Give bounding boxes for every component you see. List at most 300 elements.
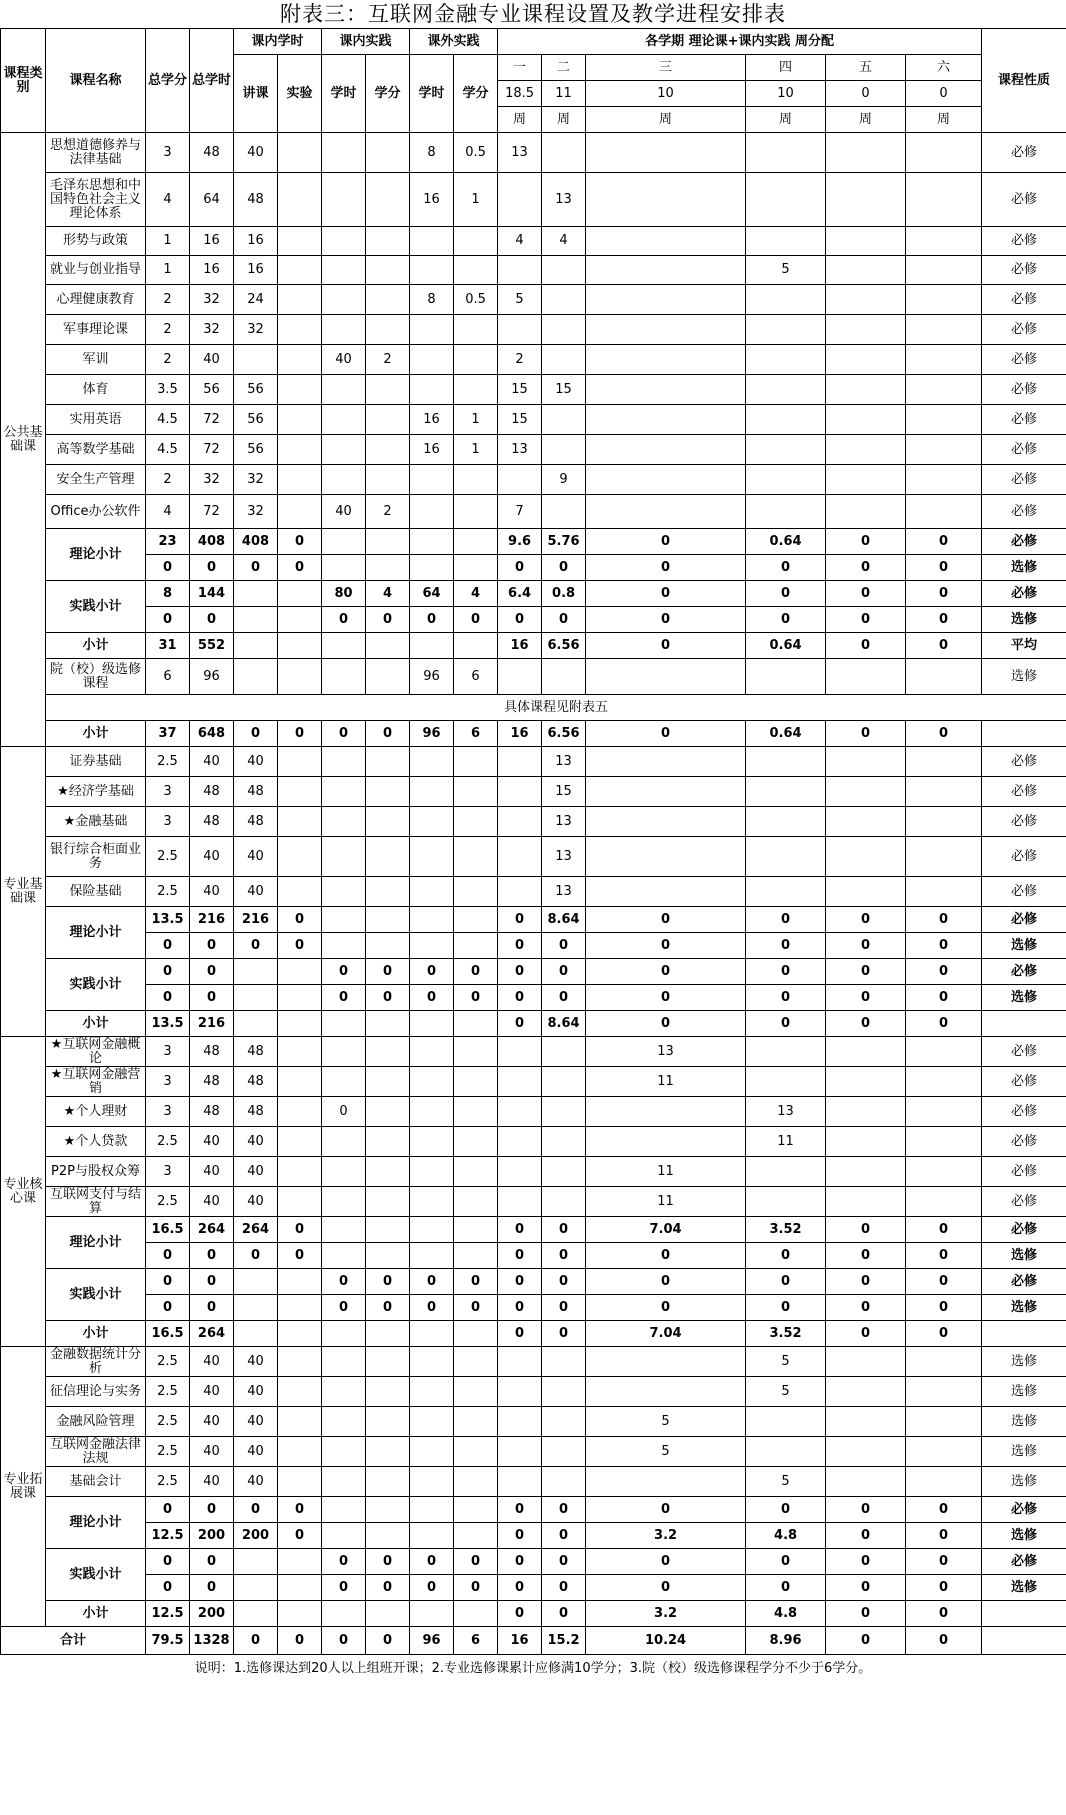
- table-row: [1, 1187, 1066, 1217]
- value-cell: 12.5: [146, 1523, 190, 1549]
- value-cell: [278, 173, 322, 227]
- table-row: [1, 877, 1066, 907]
- course-name: 实用英语: [46, 405, 146, 435]
- value-cell: 0: [146, 1549, 190, 1575]
- value-cell: 2.5: [146, 877, 190, 907]
- value-cell: 0: [586, 1497, 746, 1523]
- value-cell: 0: [746, 1011, 826, 1037]
- value-cell: 2.5: [146, 837, 190, 877]
- value-cell: 0: [746, 581, 826, 607]
- value-cell: 8: [410, 133, 454, 173]
- value-cell: [410, 1187, 454, 1217]
- value-cell: [410, 1497, 454, 1523]
- value-cell: [826, 1437, 906, 1467]
- value-cell: 0: [906, 1523, 982, 1549]
- value-cell: 必修: [982, 285, 1066, 315]
- course-name: 保险基础: [46, 877, 146, 907]
- value-cell: [746, 1157, 826, 1187]
- value-cell: [454, 1377, 498, 1407]
- value-cell: [410, 777, 454, 807]
- value-cell: [278, 345, 322, 375]
- value-cell: [366, 907, 410, 933]
- value-cell: 0: [498, 907, 542, 933]
- value-cell: [586, 1097, 746, 1127]
- value-cell: [826, 173, 906, 227]
- value-cell: 0: [366, 1269, 410, 1295]
- value-cell: [278, 227, 322, 256]
- course-name: 互联网支付与结算: [46, 1187, 146, 1217]
- value-cell: [542, 495, 586, 529]
- value-cell: [322, 633, 366, 659]
- value-cell: 8.64: [542, 1011, 586, 1037]
- value-cell: 4.5: [146, 435, 190, 465]
- table-row: [1, 173, 1066, 227]
- value-cell: [454, 1467, 498, 1497]
- subtotal-row: [1, 959, 1066, 985]
- value-cell: 16.5: [146, 1217, 190, 1243]
- value-cell: 0: [906, 985, 982, 1011]
- value-cell: 13: [498, 435, 542, 465]
- value-cell: 32: [234, 465, 278, 495]
- value-cell: [366, 1601, 410, 1627]
- value-cell: [278, 1037, 322, 1067]
- value-cell: 7.04: [586, 1321, 746, 1347]
- value-cell: 12.5: [146, 1601, 190, 1627]
- table-row: [1, 1347, 1066, 1377]
- value-cell: [826, 1187, 906, 1217]
- value-cell: 6: [146, 659, 190, 695]
- value-cell: 13: [586, 1037, 746, 1067]
- value-cell: [410, 1467, 454, 1497]
- value-cell: [322, 1217, 366, 1243]
- table-row: [1, 807, 1066, 837]
- value-cell: [410, 877, 454, 907]
- value-cell: [322, 529, 366, 555]
- value-cell: [234, 659, 278, 695]
- value-cell: [322, 173, 366, 227]
- value-cell: [366, 1377, 410, 1407]
- subtotal-row: [1, 607, 1066, 633]
- value-cell: [586, 747, 746, 777]
- table-row: [1, 1467, 1066, 1497]
- value-cell: [234, 959, 278, 985]
- value-cell: [906, 747, 982, 777]
- value-cell: [906, 405, 982, 435]
- value-cell: 40: [190, 1127, 234, 1157]
- value-cell: [586, 777, 746, 807]
- value-cell: 48: [190, 133, 234, 173]
- value-cell: [746, 747, 826, 777]
- page-title: 附表三：互联网金融专业课程设置及教学进程安排表: [280, 2, 786, 26]
- value-cell: 5.76: [542, 529, 586, 555]
- value-cell: 552: [190, 633, 234, 659]
- subtotal-row: [1, 1217, 1066, 1243]
- value-cell: [542, 405, 586, 435]
- value-cell: [278, 1549, 322, 1575]
- value-cell: 0: [746, 985, 826, 1011]
- value-cell: [234, 1575, 278, 1601]
- value-cell: 0: [542, 1601, 586, 1627]
- table-header: [1, 29, 1066, 133]
- subtotal-label: 小计: [46, 633, 146, 659]
- table-row: [1, 1157, 1066, 1187]
- value-cell: 40: [234, 1347, 278, 1377]
- value-cell: [278, 877, 322, 907]
- value-cell: 0: [190, 1269, 234, 1295]
- value-cell: [454, 1037, 498, 1067]
- value-cell: [906, 837, 982, 877]
- value-cell: 3.52: [746, 1217, 826, 1243]
- value-cell: [410, 1377, 454, 1407]
- value-cell: [278, 1067, 322, 1097]
- value-cell: [542, 345, 586, 375]
- value-cell: [542, 315, 586, 345]
- value-cell: 必修: [982, 1127, 1066, 1157]
- value-cell: [454, 837, 498, 877]
- subtotal-label: 理论小计: [46, 529, 146, 581]
- value-cell: 16: [410, 173, 454, 227]
- value-cell: [586, 285, 746, 315]
- value-cell: [454, 315, 498, 345]
- value-cell: 0: [234, 1497, 278, 1523]
- value-cell: [746, 495, 826, 529]
- value-cell: 48: [234, 173, 278, 227]
- value-cell: 0: [542, 959, 586, 985]
- value-cell: 0: [410, 607, 454, 633]
- value-cell: 0: [146, 555, 190, 581]
- category-cell: 公共基础课: [1, 133, 46, 747]
- course-name: 院（校）级选修课程: [46, 659, 146, 695]
- value-cell: [410, 465, 454, 495]
- subtotal-row: [1, 1497, 1066, 1523]
- value-cell: 264: [234, 1217, 278, 1243]
- appendix-note: 具体课程见附表五: [46, 695, 1066, 721]
- value-cell: [410, 1347, 454, 1377]
- value-cell: 必修: [982, 435, 1066, 465]
- value-cell: [982, 1601, 1066, 1627]
- value-cell: [746, 659, 826, 695]
- value-cell: [746, 315, 826, 345]
- value-cell: 16: [234, 256, 278, 285]
- value-cell: [322, 1467, 366, 1497]
- value-cell: 0: [746, 607, 826, 633]
- value-cell: 0: [498, 959, 542, 985]
- value-cell: 0: [146, 1497, 190, 1523]
- course-name: P2P与股权众筹: [46, 1157, 146, 1187]
- value-cell: [542, 1187, 586, 1217]
- value-cell: 0: [366, 607, 410, 633]
- value-cell: 0: [498, 1243, 542, 1269]
- value-cell: [826, 256, 906, 285]
- category-cell: 专业拓展课: [1, 1347, 46, 1627]
- subtotal-label: 实践小计: [46, 1269, 146, 1321]
- value-cell: [746, 1437, 826, 1467]
- value-cell: 0: [278, 1497, 322, 1523]
- value-cell: [906, 227, 982, 256]
- value-cell: [454, 555, 498, 581]
- value-cell: 0: [498, 555, 542, 581]
- value-cell: [498, 1437, 542, 1467]
- value-cell: [906, 877, 982, 907]
- course-name: 金融数据统计分析: [46, 1347, 146, 1377]
- value-cell: [410, 1601, 454, 1627]
- value-cell: 144: [190, 581, 234, 607]
- value-cell: 0: [190, 1549, 234, 1575]
- value-cell: [278, 1157, 322, 1187]
- value-cell: 0: [586, 933, 746, 959]
- value-cell: 0: [826, 529, 906, 555]
- value-cell: [586, 1127, 746, 1157]
- value-cell: [906, 256, 982, 285]
- value-cell: 0: [190, 607, 234, 633]
- value-cell: [322, 659, 366, 695]
- value-cell: [322, 1157, 366, 1187]
- value-cell: 必修: [982, 375, 1066, 405]
- table-row: [1, 837, 1066, 877]
- value-cell: 15: [542, 777, 586, 807]
- value-cell: [826, 1377, 906, 1407]
- value-cell: [278, 807, 322, 837]
- value-cell: [826, 1157, 906, 1187]
- value-cell: 0: [498, 1497, 542, 1523]
- value-cell: 40: [234, 877, 278, 907]
- value-cell: [322, 285, 366, 315]
- value-cell: [454, 345, 498, 375]
- value-cell: 2.5: [146, 747, 190, 777]
- value-cell: 6.56: [542, 633, 586, 659]
- value-cell: [366, 1157, 410, 1187]
- course-name: 军训: [46, 345, 146, 375]
- value-cell: 0: [542, 933, 586, 959]
- value-cell: [498, 256, 542, 285]
- value-cell: [586, 375, 746, 405]
- value-cell: 96: [190, 659, 234, 695]
- value-cell: 0: [826, 1217, 906, 1243]
- value-cell: 0: [366, 721, 410, 747]
- value-cell: 0: [906, 1497, 982, 1523]
- value-cell: [498, 837, 542, 877]
- course-name: 基础会计: [46, 1467, 146, 1497]
- course-name: 银行综合柜面业务: [46, 837, 146, 877]
- value-cell: 1: [146, 256, 190, 285]
- value-cell: [826, 1127, 906, 1157]
- value-cell: [366, 1187, 410, 1217]
- value-cell: 必修: [982, 907, 1066, 933]
- value-cell: [410, 1011, 454, 1037]
- value-cell: 0: [278, 721, 322, 747]
- value-cell: 0: [826, 1627, 906, 1655]
- value-cell: 3: [146, 807, 190, 837]
- value-cell: 216: [190, 907, 234, 933]
- value-cell: 0: [366, 959, 410, 985]
- value-cell: 3: [146, 133, 190, 173]
- header-category: 课程类别: [1, 29, 46, 133]
- value-cell: 3: [146, 1157, 190, 1187]
- value-cell: [586, 877, 746, 907]
- value-cell: 选修: [982, 1407, 1066, 1437]
- value-cell: 0: [906, 1321, 982, 1347]
- value-cell: 必修: [982, 315, 1066, 345]
- subtotal-label: 实践小计: [46, 581, 146, 633]
- value-cell: 必修: [982, 581, 1066, 607]
- value-cell: [366, 1467, 410, 1497]
- value-cell: [826, 1467, 906, 1497]
- value-cell: [454, 1243, 498, 1269]
- value-cell: 48: [190, 1067, 234, 1097]
- value-cell: 0: [826, 721, 906, 747]
- value-cell: 32: [234, 495, 278, 529]
- value-cell: [746, 1407, 826, 1437]
- value-cell: [586, 345, 746, 375]
- value-cell: 0: [278, 555, 322, 581]
- value-cell: [542, 1347, 586, 1377]
- value-cell: [454, 877, 498, 907]
- value-cell: 0: [906, 1601, 982, 1627]
- value-cell: 0: [746, 1575, 826, 1601]
- table-row: [1, 659, 1066, 695]
- value-cell: [278, 659, 322, 695]
- value-cell: 48: [234, 1037, 278, 1067]
- value-cell: 0: [498, 1523, 542, 1549]
- value-cell: 0: [146, 607, 190, 633]
- value-cell: [454, 1523, 498, 1549]
- value-cell: 96: [410, 659, 454, 695]
- table-row: [1, 465, 1066, 495]
- header-weeks-5: 0: [826, 81, 906, 107]
- value-cell: 3.2: [586, 1601, 746, 1627]
- value-cell: 2: [146, 465, 190, 495]
- value-cell: [906, 1187, 982, 1217]
- value-cell: 5: [746, 1467, 826, 1497]
- value-cell: [826, 1097, 906, 1127]
- table-row: [1, 285, 1066, 315]
- header-lecture: 讲课: [234, 55, 278, 133]
- value-cell: [278, 1407, 322, 1437]
- value-cell: [366, 1217, 410, 1243]
- value-cell: 40: [234, 1377, 278, 1407]
- value-cell: 0: [826, 959, 906, 985]
- curriculum-table: [0, 28, 1066, 1655]
- value-cell: [322, 375, 366, 405]
- value-cell: 11: [746, 1127, 826, 1157]
- value-cell: 0: [322, 1575, 366, 1601]
- value-cell: [410, 1037, 454, 1067]
- value-cell: 必修: [982, 1157, 1066, 1187]
- value-cell: 选修: [982, 659, 1066, 695]
- value-cell: 0: [498, 1011, 542, 1037]
- value-cell: 0: [234, 721, 278, 747]
- value-cell: 0: [586, 1295, 746, 1321]
- value-cell: 8.64: [542, 907, 586, 933]
- value-cell: 0: [322, 959, 366, 985]
- subtotal-label: 理论小计: [46, 1217, 146, 1269]
- value-cell: [322, 405, 366, 435]
- value-cell: 必修: [982, 777, 1066, 807]
- value-cell: [234, 581, 278, 607]
- value-cell: 48: [234, 1067, 278, 1097]
- value-cell: [322, 777, 366, 807]
- value-cell: 5: [586, 1437, 746, 1467]
- value-cell: 32: [190, 465, 234, 495]
- value-cell: [278, 837, 322, 877]
- value-cell: 200: [190, 1601, 234, 1627]
- table-row: [1, 133, 1066, 173]
- value-cell: [746, 133, 826, 173]
- value-cell: 10.24: [586, 1627, 746, 1655]
- value-cell: 选修: [982, 985, 1066, 1011]
- subtotal-label: 小计: [46, 1011, 146, 1037]
- value-cell: [454, 807, 498, 837]
- value-cell: 0: [906, 1217, 982, 1243]
- value-cell: 必修: [982, 465, 1066, 495]
- value-cell: [366, 747, 410, 777]
- value-cell: 0: [826, 907, 906, 933]
- value-cell: 0: [454, 1575, 498, 1601]
- value-cell: 4: [146, 495, 190, 529]
- value-cell: 40: [190, 345, 234, 375]
- value-cell: 2.5: [146, 1127, 190, 1157]
- table-body: [1, 133, 1066, 1655]
- value-cell: [498, 1467, 542, 1497]
- value-cell: 40: [234, 1187, 278, 1217]
- value-cell: [410, 227, 454, 256]
- value-cell: [454, 375, 498, 405]
- value-cell: [498, 807, 542, 837]
- value-cell: [498, 465, 542, 495]
- value-cell: 4: [454, 581, 498, 607]
- value-cell: [586, 1467, 746, 1497]
- value-cell: 0: [586, 633, 746, 659]
- value-cell: [410, 1127, 454, 1157]
- value-cell: [746, 345, 826, 375]
- value-cell: 23: [146, 529, 190, 555]
- value-cell: 0: [410, 1295, 454, 1321]
- value-cell: [454, 227, 498, 256]
- value-cell: 0: [322, 721, 366, 747]
- value-cell: [234, 345, 278, 375]
- course-name: 思想道德修养与法律基础: [46, 133, 146, 173]
- value-cell: 0: [454, 607, 498, 633]
- value-cell: 0: [542, 1497, 586, 1523]
- value-cell: 必修: [982, 227, 1066, 256]
- value-cell: 0: [322, 1549, 366, 1575]
- value-cell: [826, 807, 906, 837]
- value-cell: 0: [322, 985, 366, 1011]
- value-cell: 选修: [982, 1467, 1066, 1497]
- value-cell: 0: [586, 1243, 746, 1269]
- value-cell: 48: [190, 1037, 234, 1067]
- value-cell: [322, 877, 366, 907]
- value-cell: 0: [826, 633, 906, 659]
- value-cell: 0: [542, 1269, 586, 1295]
- header-semester-5: 五: [826, 55, 906, 81]
- value-cell: 0: [366, 1575, 410, 1601]
- value-cell: [826, 777, 906, 807]
- course-name: ★个人贷款: [46, 1127, 146, 1157]
- value-cell: [366, 1097, 410, 1127]
- value-cell: [542, 1037, 586, 1067]
- value-cell: 0: [586, 985, 746, 1011]
- value-cell: 必修: [982, 1187, 1066, 1217]
- table-row: [1, 1407, 1066, 1437]
- subtotal-row: [1, 721, 1066, 747]
- value-cell: 216: [234, 907, 278, 933]
- course-name: ★经济学基础: [46, 777, 146, 807]
- value-cell: 37: [146, 721, 190, 747]
- value-cell: [410, 315, 454, 345]
- value-cell: [278, 1097, 322, 1127]
- value-cell: 11: [586, 1187, 746, 1217]
